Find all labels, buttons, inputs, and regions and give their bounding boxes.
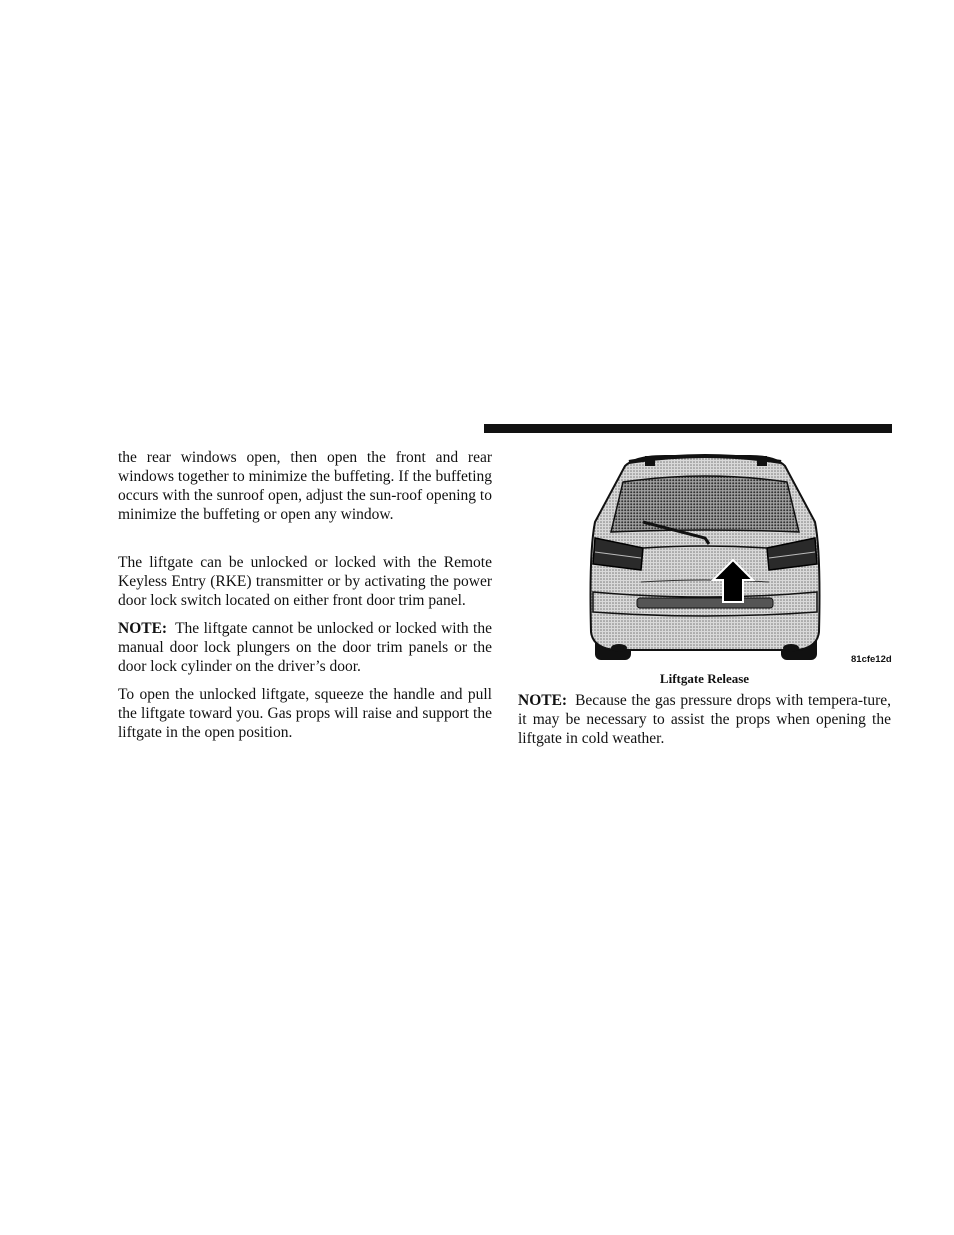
- image-reference-code: 81cfe12d: [851, 654, 892, 665]
- note-text: Because the gas pressure drops with tempera-ture, it may be necessary to assist the props when opening the liftgate in cold weather.: [518, 692, 891, 747]
- paragraph-sunroof-buffeting: the rear windows open, then open the front and rear windows together to minimize the buffeting. If the buffeting occurs with the sunroof open, adjust the sun-roof opening to minimize the buffeting or open any window.: [118, 449, 492, 523]
- left-text-column: [118, 448, 492, 742]
- paragraph-liftgate-lock: The liftgate can be unlocked or locked with the Remote Keyless Entry (RKE) transmitter or by activating the power door lock switch located on either front door trim panel.: [118, 554, 492, 609]
- note-label: NOTE:: [518, 692, 568, 709]
- note-manual-lock: [118, 619, 492, 676]
- paragraph-open-liftgate: To open the unlocked liftgate, squeeze the handle and pull the liftgate toward you. Gas props will raise and support the liftgate in the open position.: [118, 686, 492, 741]
- liftgate-release-figure: [585, 452, 893, 667]
- note-gas-pressure: [518, 691, 891, 748]
- right-text-column: [518, 691, 891, 748]
- section-header-bar: [484, 424, 892, 433]
- figure-caption: Liftgate Release: [659, 671, 750, 686]
- note-label: NOTE:: [118, 620, 168, 637]
- note-text: The liftgate cannot be unlocked or locked with the manual door lock plungers on the door trim panels or the door lock cylinder on the driver’s door.: [118, 620, 492, 675]
- vehicle-rear-illustration: [585, 452, 893, 667]
